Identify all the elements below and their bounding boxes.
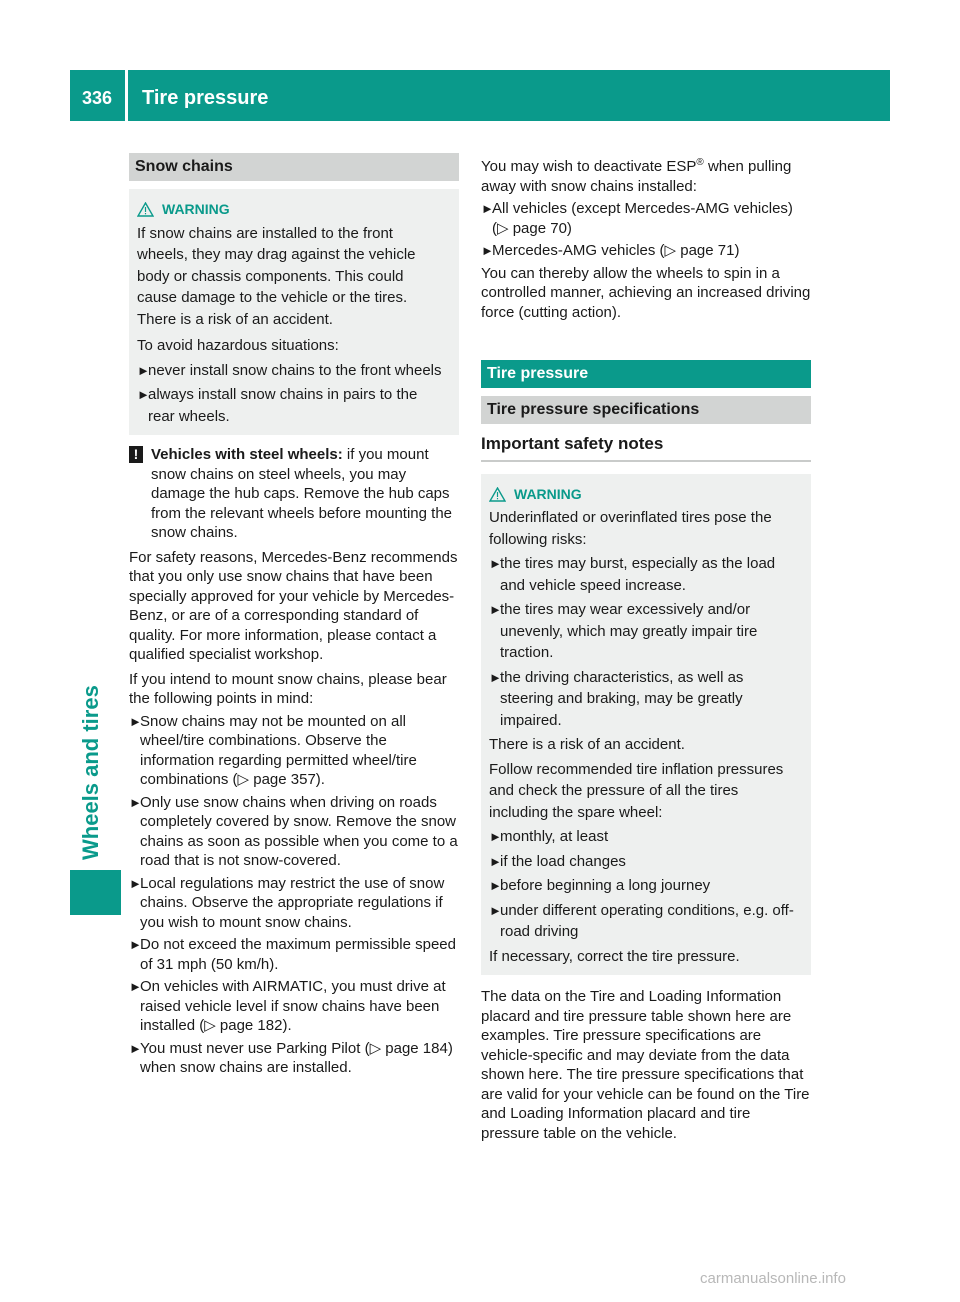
list-item	[489, 667, 799, 732]
header-divider	[125, 70, 128, 121]
list-item-text: monthly, at least	[500, 828, 609, 845]
page-number: 336	[82, 88, 113, 108]
bullet-icon: ►	[489, 602, 502, 617]
list-item	[129, 1039, 459, 1078]
esp-text-rest: when pulling away with snow chains installed:	[481, 158, 792, 195]
bullet-icon: ►	[481, 243, 494, 258]
warning-heading	[137, 199, 447, 221]
caution-note-body: if you mount snow chains on steel wheels, you may damage the hub caps. Remove the hub caps from the relevant wheels before mounting the snow chains.	[151, 446, 453, 541]
warning-label: WARNING	[162, 201, 230, 217]
bullet-icon: ►	[489, 669, 502, 685]
esp-text: You may wish to deactivate ESP	[481, 158, 697, 175]
bullet-icon: ►	[137, 387, 150, 402]
bullet-icon: ►	[129, 979, 142, 994]
warning-text: Underinflated or overinflated tires pose the following risks:	[489, 509, 772, 548]
list-item-text: Local regulations may restrict the use of snow chains. Observe the appropriate regulations if you wish to mount snow chains.	[140, 874, 445, 931]
list-item	[129, 793, 459, 871]
list-item-text: before beginning a long journey	[500, 877, 711, 894]
warning-triangle-icon	[137, 202, 154, 217]
list-item	[481, 199, 811, 238]
right-column	[481, 153, 811, 1143]
list-item-text: the tires may wear excessively and/or unevenly, which may greatly impair tire traction.	[500, 601, 758, 661]
paragraph: You can thereby allow the wheels to spin in a controlled manner, achieving an increased driving force (cutting action).	[481, 264, 811, 321]
bullet-icon: ►	[129, 1040, 142, 1056]
bullet-icon: ►	[489, 878, 502, 893]
list-item-text: the driving characteristics, as well as steering and braking, may be greatly impaired.	[500, 668, 744, 729]
bullet-icon: ►	[489, 902, 502, 918]
list-item-text: the tires may burst, especially as the load and vehicle speed increase.	[500, 555, 776, 594]
list-item-text: All vehicles (except Mercedes-AMG vehicles) (▷ page 70)	[492, 200, 793, 237]
list-item	[489, 826, 799, 848]
list-item-text: Only use snow chains when driving on roads completely covered by snow. Remove the snow chains as soon as possible when you come to a road that is not snow-covered.	[140, 793, 458, 869]
warning-box-snow-chains	[129, 189, 459, 435]
registered-mark: ®	[696, 157, 704, 168]
paragraph: The data on the Tire and Loading Information placard and tire pressure table shown here are examples. Tire pressure specifications are vehicle-specific and may deviate from the data shown here. The tire pressure specifications that are valid for your vehicle can be found on the Tire and Loading Information placard and tire pressure table on the vehicle.	[481, 988, 810, 1142]
bullet-icon: ►	[129, 794, 142, 810]
subheading-safety-notes: Important safety notes	[481, 434, 811, 462]
list-item	[137, 360, 447, 382]
list-item	[489, 851, 799, 873]
list-item	[129, 977, 459, 1036]
list-item-text: always install snow chains in pairs to the rear wheels.	[148, 386, 418, 425]
warning-text: To avoid hazardous situations:	[137, 337, 339, 354]
bullet-icon: ►	[489, 556, 502, 571]
warning-text: If necessary, correct the tire pressure.	[489, 947, 740, 965]
section-title-snow-chains: Snow chains	[129, 153, 459, 181]
list-item	[481, 241, 811, 261]
list-item	[489, 875, 799, 897]
warning-heading	[489, 484, 799, 506]
paragraph	[481, 153, 811, 196]
bullet-icon: ►	[137, 362, 150, 378]
list-item	[489, 553, 799, 596]
list-item-text: under different operating conditions, e.g. off-road driving	[500, 901, 794, 940]
page-title: Tire pressure	[142, 87, 269, 109]
bullet-icon: ►	[129, 713, 142, 729]
list-item-text: Snow chains may not be mounted on all wheel/tire combinations. Observe the information regarding permitted wheel/tire combinations (▷ page 357).	[140, 712, 417, 788]
list-item	[129, 935, 459, 974]
warning-text: There is a risk of an accident.	[489, 736, 685, 753]
bullet-icon: ►	[481, 201, 494, 216]
chapter-heading-tire-pressure: Tire pressure	[481, 360, 811, 388]
watermark: carmanualsonline.info	[700, 1270, 846, 1287]
section-title-tire-pressure-specs: Tire pressure specifications	[481, 396, 811, 424]
warning-text: Follow recommended tire inflation pressures and check the pressure of all the tires including the spare wheel:	[489, 760, 784, 821]
warning-triangle-icon	[489, 487, 506, 502]
caution-note-bold: Vehicles with steel wheels:	[151, 446, 343, 463]
list-item-text: Mercedes-AMG vehicles (▷ page 71)	[492, 242, 740, 259]
list-item	[129, 874, 459, 933]
chapter-side-block	[70, 870, 121, 915]
list-item	[489, 900, 799, 943]
list-item-text: You must never use Parking Pilot (▷ page 184) when snow chains are installed.	[140, 1039, 453, 1076]
paragraph: If you intend to mount snow chains, please bear the following points in mind:	[129, 670, 447, 707]
caution-note-text	[151, 445, 459, 543]
list-item-text: On vehicles with AIRMATIC, you must drive at raised vehicle level if snow chains have been installed (▷ page 182).	[140, 978, 446, 1034]
list-item	[129, 712, 459, 790]
list-item	[137, 384, 447, 427]
list-item-text: never install snow chains to the front wheels	[148, 361, 442, 379]
warning-label: WARNING	[514, 485, 582, 502]
bullet-icon: ►	[129, 937, 142, 952]
caution-note	[129, 445, 459, 543]
bullet-icon: ►	[489, 853, 502, 869]
exclamation-icon: !	[129, 446, 143, 463]
paragraph: For safety reasons, Mercedes-Benz recommends that you only use snow chains that have been specially approved for your vehicle by Mercedes-Benz, or are of a corresponding standard of quality. For more information, please contact a qualified specialist workshop.	[129, 548, 458, 663]
bullet-icon: ►	[129, 875, 142, 891]
page-header	[70, 70, 890, 121]
list-item-text: Do not exceed the maximum permissible speed of 31 mph (50 km/h).	[140, 936, 456, 973]
bullet-icon: ►	[489, 829, 502, 844]
chapter-side-label: Wheels and tires	[78, 685, 103, 860]
list-item	[489, 599, 799, 664]
warning-box-tire-pressure	[481, 474, 811, 976]
warning-text: If snow chains are installed to the front wheels, they may drag against the vehicle body or chassis components. This could cause damage to the vehicle or the tires. There is a risk of an accident.	[137, 224, 416, 328]
left-column	[129, 153, 459, 1078]
list-item-text: if the load changes	[500, 852, 626, 870]
